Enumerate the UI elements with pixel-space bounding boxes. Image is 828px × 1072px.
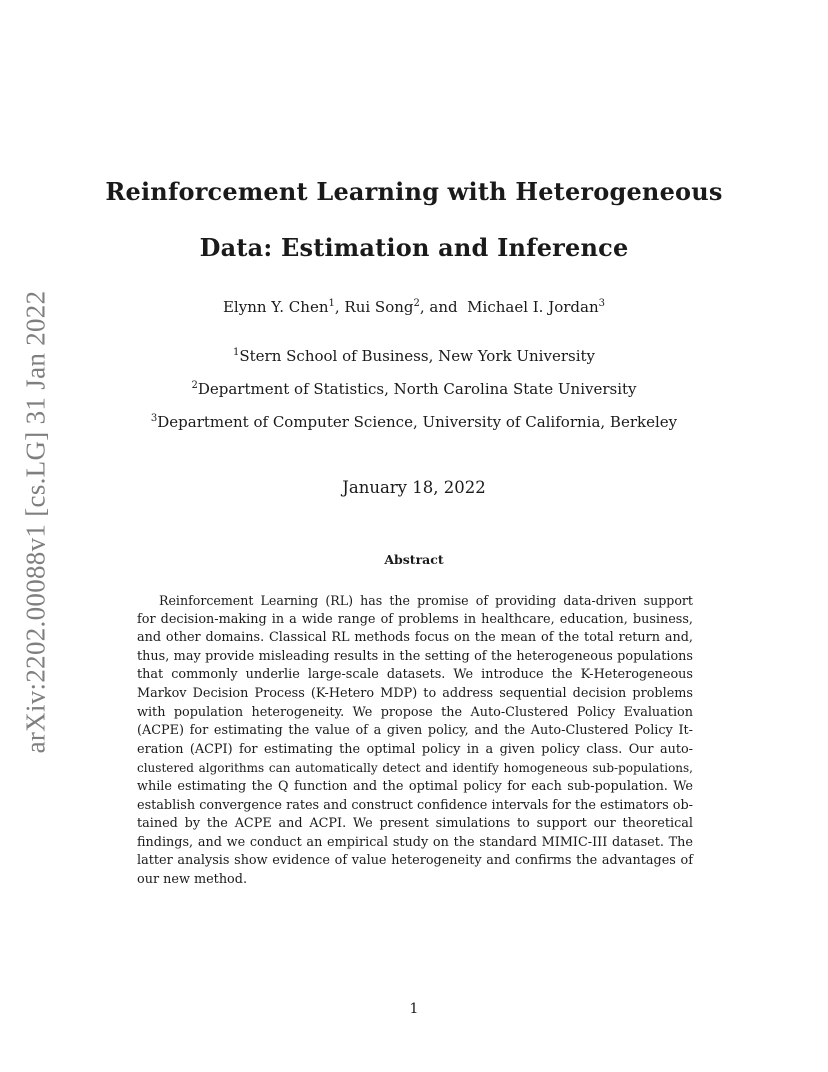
abstract-line: for decision-making in a wide range of problems in healthcare, education, business, [137,611,693,627]
page-number: 1 [409,1001,419,1017]
abstract-line: and other domains. Classical RL methods focus on the mean of the total return and, [137,630,693,646]
affiliation-2 [0,380,828,398]
abstract-body [137,592,693,890]
abstract-line: (ACPE) for estimating the value of a given policy, and the Auto-Clustered Policy It- [137,723,693,739]
paper-title-line-1: Reinforcement Learning with Heterogeneous [105,177,723,206]
author-name: Elynn Y. Chen [222,298,329,316]
affiliation-marker: 2 [191,380,198,391]
author-affiliation-marker: 2 [413,298,420,309]
abstract-line: Reinforcement Learning (RL) has the promise of providing data-driven support [159,593,693,608]
affiliation-marker: 1 [232,347,240,358]
arxiv-identifier-stamp: arXiv:2202.00088v1 [cs.LG] 31 Jan 2022 [20,290,51,754]
abstract-line: eration (ACPI) for estimating the optimal policy in a given policy class. Our auto- [137,741,693,757]
author-name: Rui Song [344,298,414,316]
abstract-line: Markov Decision Process (K-Hetero MDP) to address sequential decision problems [137,685,693,701]
abstract-line: our new method. [137,871,248,887]
affiliation-text: Department of Statistics, North Carolina State University [197,380,637,398]
abstract-line: findings, and we conduct an empirical study on the standard MIMIC-III dataset. The [137,834,693,850]
abstract-line: establish convergence rates and construct confidence intervals for the estimators ob- [137,797,693,813]
paper-title-line-2: Data: Estimation and Inference [199,233,629,262]
affiliation-text: Department of Computer Science, University of California, Berkeley [157,413,678,431]
abstract-line: thus, may provide misleading results in the setting of the heterogeneous populations [137,648,693,664]
paper-date: January 18, 2022 [342,478,486,497]
affiliation-3 [0,413,828,431]
author-separator: , and [419,298,468,316]
author-list [0,298,828,316]
abstract-line: that commonly underlie large-scale datasets. We introduce the K-Heterogeneous [137,667,693,683]
affiliation-marker: 3 [150,413,158,424]
abstract-heading: Abstract [384,552,444,567]
abstract-line: tained by the ACPE and ACPI. We present simulations to support our theoretical [137,816,693,832]
abstract-line: with population heterogeneity. We propose the Auto-Clustered Policy Evaluation [137,704,693,720]
affiliation-1 [0,347,828,365]
author-affiliation-marker: 1 [328,298,335,309]
abstract-line: clustered algorithms can automatically detect and identify homogeneous sub-populations, [137,761,693,776]
abstract-line: while estimating the Q function and the optimal policy for each sub-population. We [137,778,693,794]
author-name: Michael I. Jordan [467,298,599,316]
affiliation-text: Stern School of Business, New York University [239,347,595,365]
author-separator: , [334,298,345,316]
author-affiliation-marker: 3 [598,298,606,309]
abstract-line: latter analysis show evidence of value heterogeneity and confirms the advantages of [137,853,693,869]
